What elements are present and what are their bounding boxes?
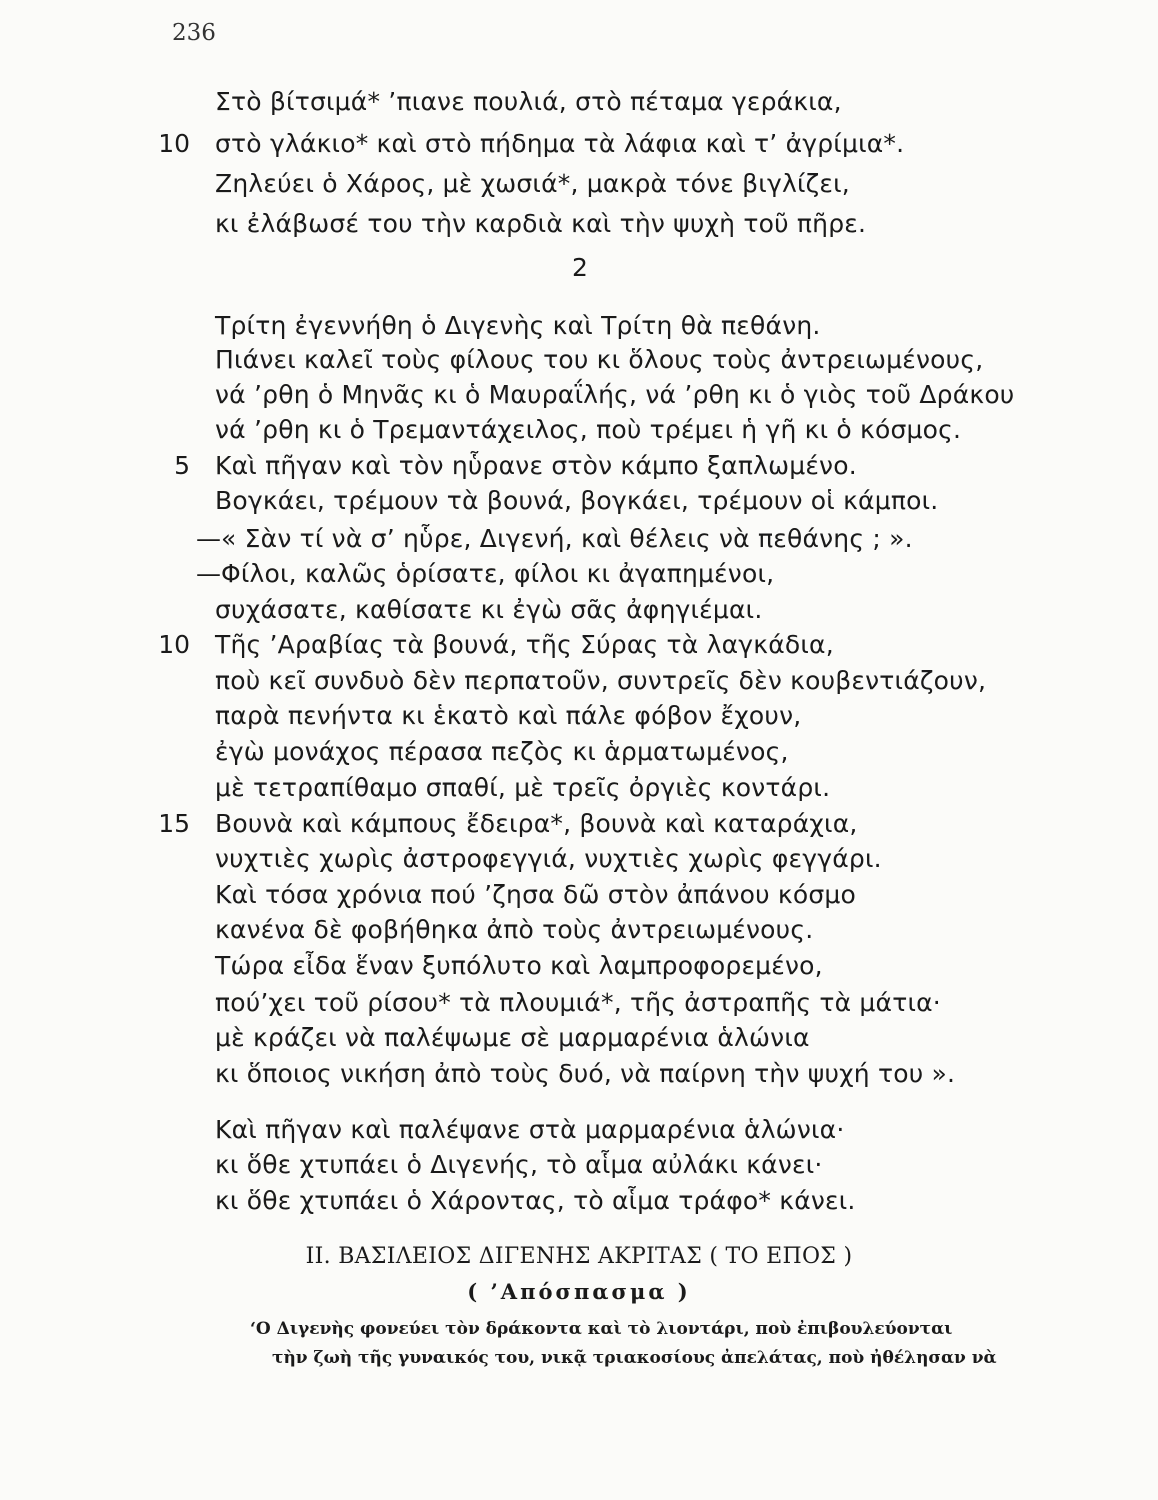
verse-line: Στὸ βίτσιμά* ’πιανε πουλιά, στὸ πέταμα γεράκια,	[215, 87, 842, 116]
dialogue-dash: —	[196, 559, 221, 588]
line-number	[150, 164, 190, 204]
line-number	[150, 1145, 190, 1185]
line-number	[150, 732, 190, 772]
line-number	[150, 1181, 190, 1221]
page-number: 236	[172, 20, 216, 46]
line-number	[150, 768, 190, 808]
verse-line: « Σὰν τί νὰ σ’ ηὗρε, Διγενή, καὶ θέλεις νὰ πεθάνης ; ».	[221, 524, 913, 553]
verse-line: Βογκάει, τρέμουν τὰ βουνά, βογκάει, τρέμουν οἱ κάμποι.	[215, 486, 939, 515]
line-number: 5	[174, 451, 190, 480]
line-number	[150, 82, 190, 122]
line-number	[150, 590, 190, 630]
section-number: 2	[572, 253, 588, 282]
line-number	[150, 983, 190, 1023]
line-number: 10	[158, 630, 190, 659]
verse-line: κι ὅθε χτυπάει ὁ Διγενής, τὸ αἷμα αὐλάκι κάνει·	[215, 1150, 823, 1179]
line-number	[150, 1054, 190, 1094]
verse-line: Καὶ πῆγαν καὶ τὸν ηὗρανε στὸν κάμπο ξαπλωμένο.	[215, 451, 857, 480]
verse-line: νά ’ρθη κι ὁ Τρεμαντάχειλος, ποὺ τρέμει ἡ γῆ κι ὁ κόσμος.	[215, 415, 962, 444]
dialogue-dash: —	[196, 524, 221, 553]
line-number	[150, 875, 190, 915]
verse-line: μὲ κράζει νὰ παλέψωμε σὲ μαρμαρένια ἁλώνια	[215, 1023, 810, 1052]
line-number	[150, 661, 190, 701]
line-number: 15	[158, 809, 190, 838]
summary-line: ‘Ο Διγενὴς φονεύει τὸν δράκοντα καὶ τὸ λιοντάρι, ποὺ ἐπιβουλεύονται	[250, 1319, 953, 1339]
verse-line: πού’χει τοῦ ρίσου* τὰ πλουμιά*, τῆς ἀστραπῆς τὰ μάτια·	[215, 988, 941, 1017]
line-number	[150, 910, 190, 950]
line-number	[150, 1018, 190, 1058]
line-number	[150, 481, 190, 521]
summary-line: τὴν ζωὴ τῆς γυναικός του, νικᾷ τριακοσίους ἀπελάτας, ποὺ ἠθέλησαν νὰ	[272, 1348, 997, 1368]
verse-line: Καὶ τόσα χρόνια πού ’ζησα δῶ στὸν ἀπάνου κόσμο	[215, 880, 857, 909]
verse-line: κι ὅποιος νικήση ἀπὸ τοὺς δυό, νὰ παίρνη τὴν ψυχή του ».	[215, 1059, 956, 1088]
verse-line: νυχτιὲς χωρὶς ἀστροφεγγιά, νυχτιὲς χωρὶς φεγγάρι.	[215, 844, 882, 873]
section-heading: ΙΙ. ΒΑΣΙΛΕΙΟΣ ΔΙΓΕΝΗΣ ΑΚΡΙΤΑΣ ( ΤΟ ΕΠΟΣ )	[305, 1244, 853, 1269]
line-number	[150, 946, 190, 986]
line-number	[150, 340, 190, 380]
verse-line: κανένα δὲ φοβήθηκα ἀπὸ τοὺς ἀντρειωμένους.	[215, 915, 814, 944]
verse-line: Τῆς ’Αραβίας τὰ βουνά, τῆς Σύρας τὰ λαγκάδια,	[215, 630, 834, 659]
verse-line: συχάσατε, καθίσατε κι ἐγὼ σᾶς ἀφηγιέμαι.	[215, 595, 763, 624]
line-number: 10	[158, 129, 190, 158]
verse-line: Βουνὰ καὶ κάμπους ἔδειρα*, βουνὰ καὶ καταράχια,	[215, 809, 858, 838]
line-number	[150, 375, 190, 415]
verse-line: στὸ γλάκιο* καὶ στὸ πήδημα τὰ λάφια καὶ τ’ ἀγρίμια*.	[215, 129, 905, 158]
line-number	[150, 410, 190, 450]
line-number	[150, 696, 190, 736]
line-number	[150, 839, 190, 879]
verse-line: νά ’ρθη ὁ Μηνᾶς κι ὁ Μαυραΐλής, νά ’ρθη κι ὁ γιὸς τοῦ Δράκου	[215, 380, 1015, 409]
verse-line: ἐγὼ μονάχος πέρασα πεζὸς κι ἁρματωμένος,	[215, 737, 789, 766]
line-number	[150, 1110, 190, 1150]
verse-line: κι ὅθε χτυπάει ὁ Χάροντας, τὸ αἷμα τράφο* κάνει.	[215, 1186, 856, 1215]
verse-line: Τρίτη ἐγεννήθη ὁ Διγενὴς καὶ Τρίτη θὰ πεθάνη.	[215, 311, 821, 340]
verse-line: παρὰ πενήντα κι ἑκατὸ καὶ πάλε φόβον ἔχουν,	[215, 701, 802, 730]
line-number	[150, 204, 190, 244]
verse-line: Ζηλεύει ὁ Χάρος, μὲ χωσιά*, μακρὰ τόνε βιγλίζει,	[215, 169, 850, 198]
verse-line: Φίλοι, καλῶς ὁρίσατε, φίλοι κι ἀγαπημένοι,	[221, 559, 775, 588]
verse-line: Πιάνει καλεῖ τοὺς φίλους του κι ὅλους τοὺς ἀντρειωμένους,	[215, 345, 984, 374]
section-subheading: ( ’Απόσπασμα )	[467, 1279, 691, 1304]
verse-line: κι ἐλάβωσέ του τὴν καρδιὰ καὶ τὴν ψυχὴ τοῦ πῆρε.	[215, 209, 867, 238]
verse-line: Τώρα εἶδα ἕναν ξυπόλυτο καὶ λαμπροφορεμένο,	[215, 951, 823, 980]
verse-line: Καὶ πῆγαν καὶ παλέψανε στὰ μαρμαρένια ἁλώνια·	[215, 1115, 845, 1144]
verse-line: ποὺ κεῖ συνδυὸ δὲν περπατοῦν, συντρεῖς δὲν κουβεντιάζουν,	[215, 666, 987, 695]
verse-line: μὲ τετραπίθαμο σπαθί, μὲ τρεῖς ὀργιὲς κοντάρι.	[215, 773, 831, 802]
